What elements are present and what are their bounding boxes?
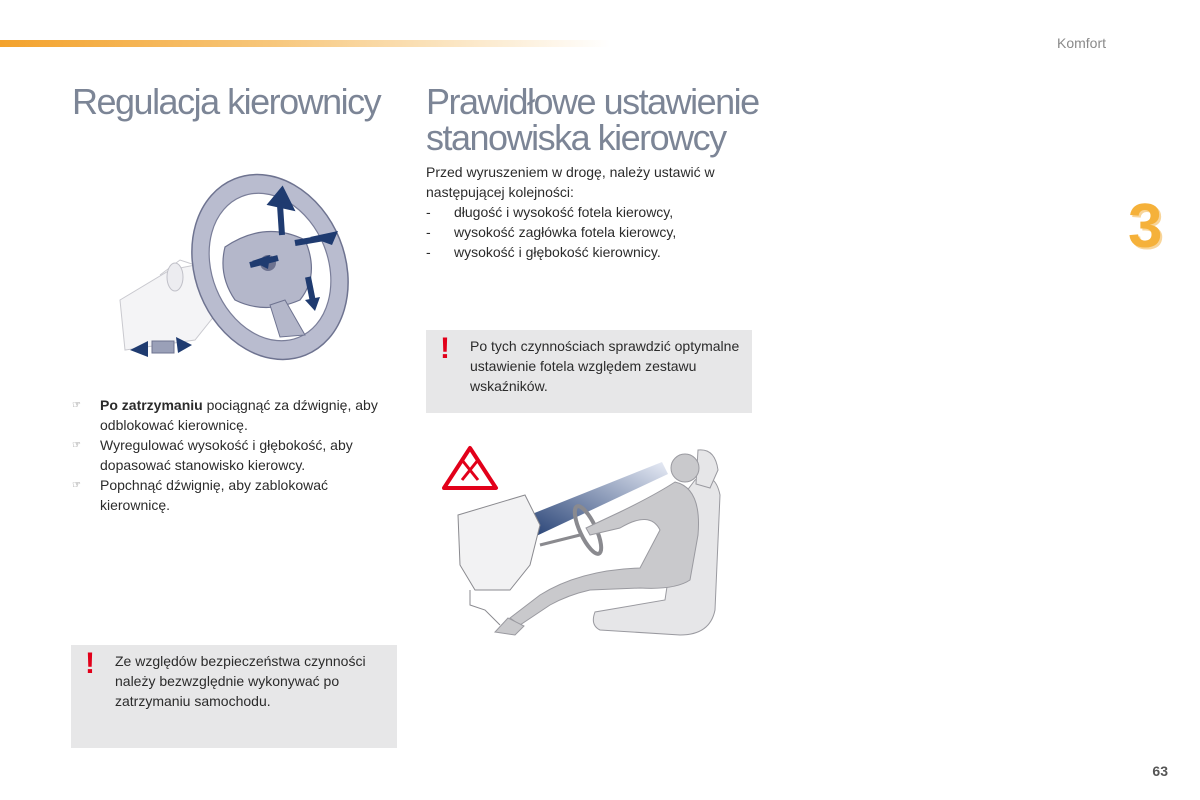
dash-bullet: - [426, 204, 431, 220]
pointing-hand-icon: ☞ [72, 440, 81, 451]
step-text: Popchnąć dźwignię, aby zablokować kierownicę. [100, 477, 329, 513]
instrument-check-warning-box [426, 330, 752, 413]
chapter-number: 3 [1128, 192, 1163, 261]
page-number: 63 [1152, 763, 1168, 779]
intro-paragraph: Przed wyruszeniem w drogę, należy ustawić w następującej kolejności: [426, 164, 715, 200]
pointing-hand-icon: ☞ [72, 400, 81, 411]
driver-seating-illustration [440, 440, 740, 640]
list-item [72, 435, 392, 475]
list-item-text: wysokość i głębokość kierownicy. [454, 244, 661, 260]
step-text: pociągnąć za dźwignię, aby odblokować kierownicę. [100, 397, 378, 433]
list-item [72, 395, 392, 435]
exclamation-warning-icon: ! [85, 647, 95, 680]
list-item-text: wysokość zagłówka fotela kierowcy, [454, 224, 677, 240]
header-accent-bar [0, 40, 610, 47]
safety-warning-box [71, 645, 397, 748]
steering-wheel-illustration [100, 165, 360, 370]
step-text: Wyregulować wysokość i głębokość, aby dopasować stanowisko kierowcy. [100, 437, 353, 473]
list-item [426, 242, 756, 262]
list-item [426, 202, 756, 222]
section-label: Komfort [1056, 35, 1106, 51]
dash-bullet: - [426, 224, 431, 240]
adjustment-order-list [426, 202, 756, 262]
list-item [72, 475, 392, 515]
pointing-hand-icon: ☞ [72, 480, 81, 491]
exclamation-warning-icon: ! [440, 332, 450, 365]
safety-warning-text: Ze względów bezpieczeństwa czynności należy bezwzględnie wykonywać po zatrzymaniu samochodu. [115, 653, 366, 709]
list-item-text: długość i wysokość fotela kierowcy, [454, 204, 674, 220]
driver-position-intro [426, 162, 756, 262]
driver-position-title-line1: Prawidłowe ustawienie [426, 81, 759, 122]
driver-position-title-line2: stanowiska kierowcy [426, 117, 726, 158]
instrument-check-warning-text: Po tych czynnościach sprawdzić optymalne ustawienie fotela względem zestawu wskaźników. [470, 338, 740, 394]
list-item [426, 222, 756, 242]
step-emphasis: Po zatrzymaniu [100, 397, 203, 413]
driver-position-title [426, 81, 786, 158]
dash-bullet: - [426, 244, 431, 260]
steering-adjustment-steps [72, 395, 392, 515]
steering-adjustment-title: Regulacja kierownicy [72, 81, 381, 122]
